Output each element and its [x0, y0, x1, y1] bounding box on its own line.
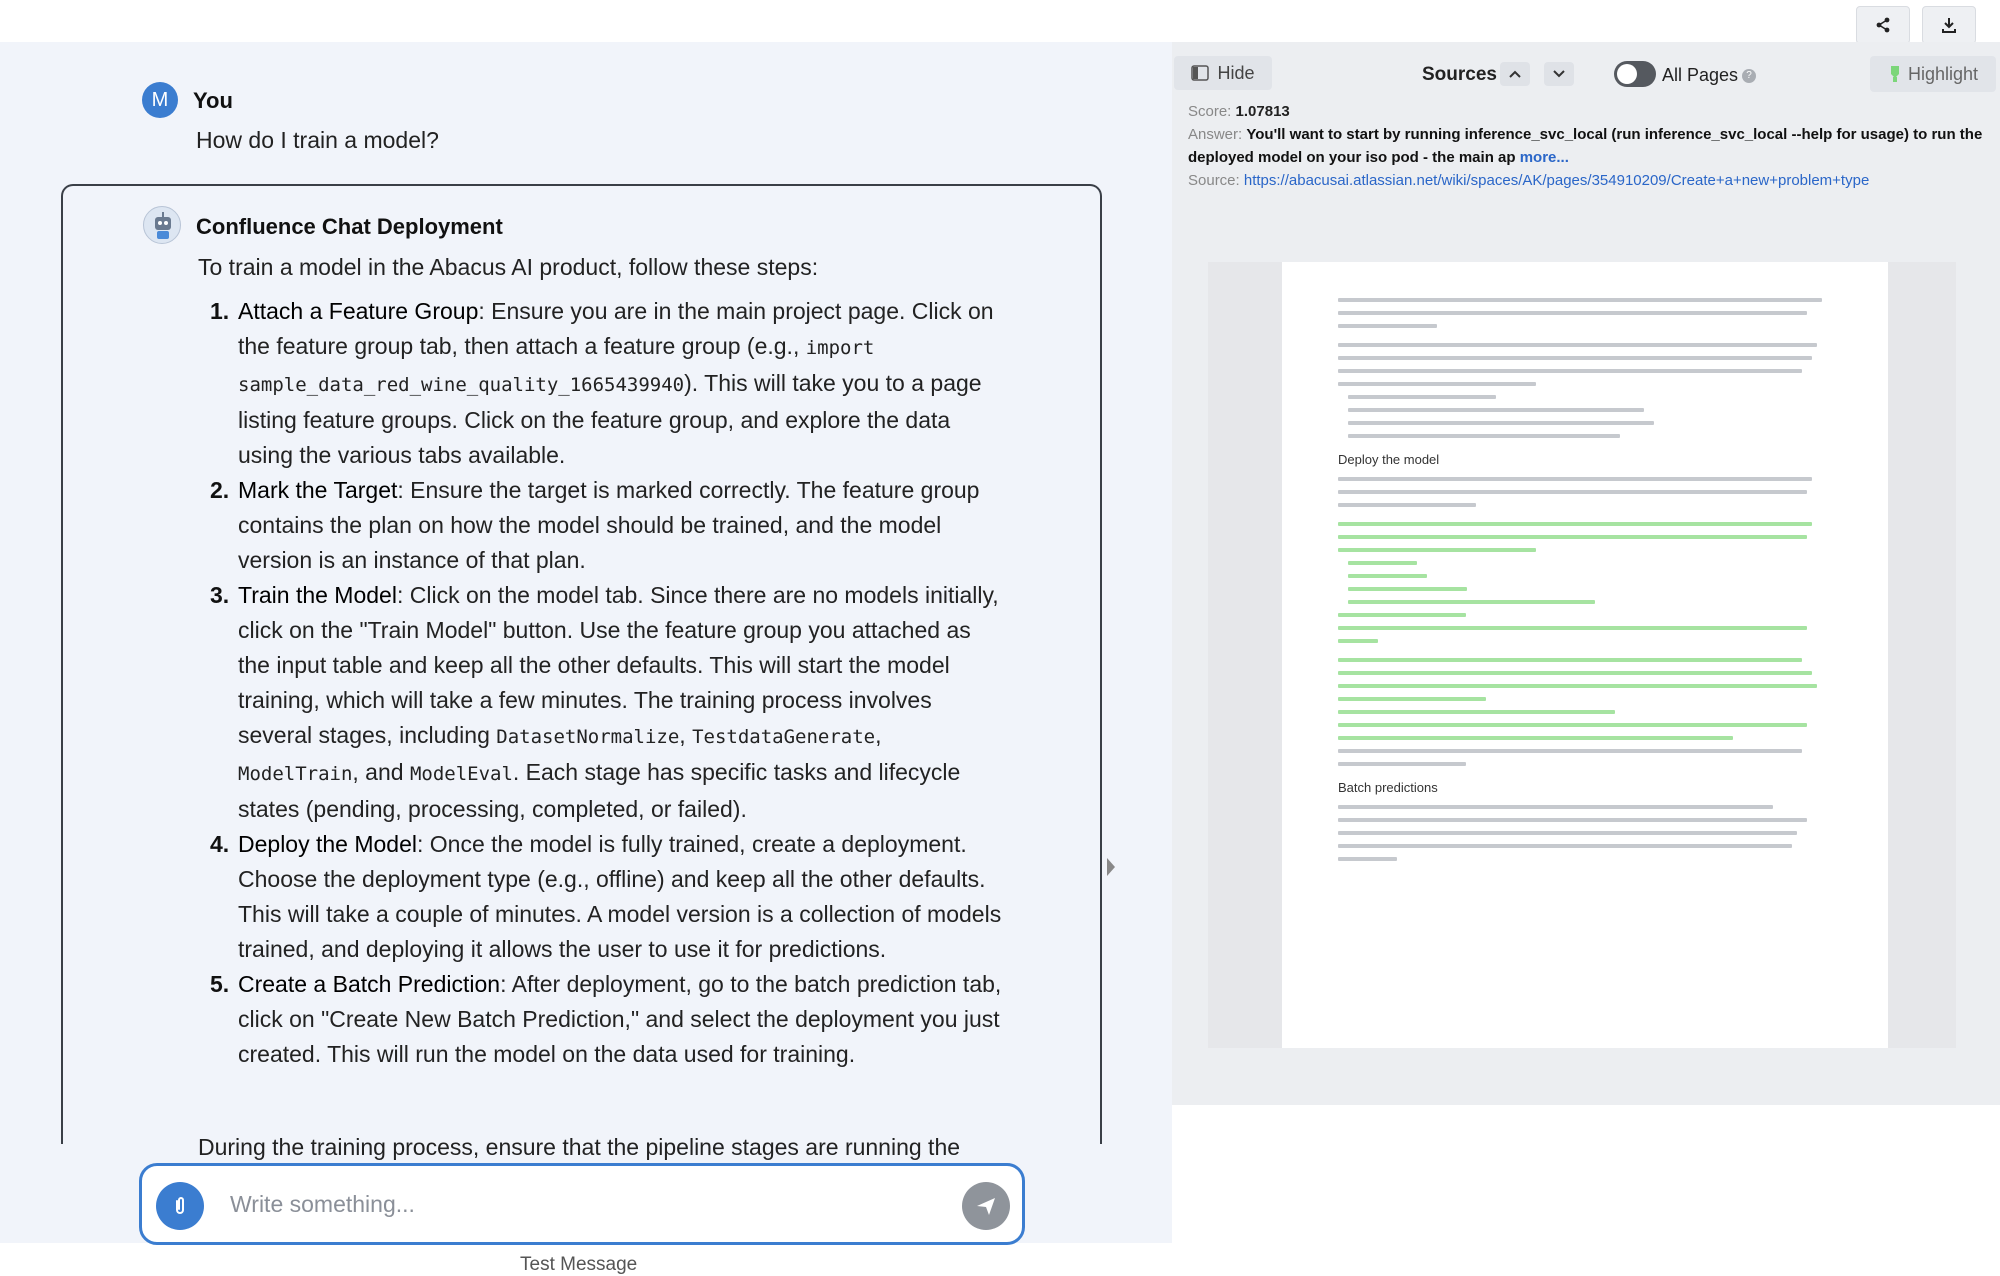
user-question: How do I train a model?	[196, 127, 439, 153]
all-pages-toggle[interactable]	[1614, 61, 1656, 87]
help-icon[interactable]: ?	[1742, 69, 1756, 83]
chat-panel	[0, 42, 1172, 1275]
step-number: 5.	[210, 971, 230, 997]
step-code: TestdataGenerate	[692, 726, 876, 748]
source-row	[1188, 169, 1988, 192]
doc-heading: Batch predictions	[1338, 780, 1438, 795]
attach-button[interactable]	[156, 1182, 204, 1230]
source-next-button[interactable]	[1544, 62, 1574, 86]
hide-button[interactable]	[1174, 56, 1272, 90]
step-sep: ,	[679, 722, 693, 748]
step-item	[210, 827, 1004, 967]
share-icon	[1875, 17, 1891, 33]
answer-text: You'll want to start by running inference_svc_local (run inference_svc_local --help for usage) to run the deployed model on your iso pod - the main ap	[1188, 126, 1983, 166]
step-text: : After deployment, go to the batch prediction tab, click on "Create New Batch Prediction," and select the deployment you just created. This will run the model on the data used for training.	[238, 971, 1002, 1067]
bot-avatar	[143, 206, 181, 244]
step-number: 2.	[210, 477, 230, 503]
chevron-up-icon	[1508, 69, 1522, 79]
step-text: : Ensure the target is marked correctly. The feature group contains the plan on how the model should be trained, and the model version is an instance of that plan.	[238, 477, 980, 573]
step-number: 3.	[210, 582, 230, 608]
steps-list	[210, 294, 1004, 1072]
download-button[interactable]	[1922, 6, 1976, 44]
more-link[interactable]: more...	[1519, 149, 1569, 166]
chevron-down-icon	[1552, 69, 1566, 79]
chevron-right-icon	[1104, 856, 1118, 878]
answer-intro: To train a model in the Abacus AI product, follow these steps:	[198, 254, 819, 280]
step-item	[210, 578, 1004, 827]
sources-label: Sources	[1422, 64, 1497, 85]
toggle-knob	[1617, 64, 1637, 84]
message-input[interactable]	[230, 1184, 880, 1224]
share-button[interactable]	[1856, 6, 1910, 44]
score-row	[1188, 100, 1988, 123]
step-item	[210, 473, 1004, 578]
step-code: ModelEval	[409, 763, 513, 785]
step-title: Train the Model	[238, 582, 397, 608]
step-code: DatasetNormalize	[496, 726, 680, 748]
step-item	[210, 294, 1004, 473]
step-sep: , and	[352, 759, 410, 785]
document-preview	[1208, 262, 1956, 1048]
document-page	[1282, 262, 1888, 1048]
sidebar-icon	[1191, 65, 1209, 81]
source-prev-button[interactable]	[1500, 62, 1530, 86]
step-title: Mark the Target	[238, 477, 398, 503]
doc-heading: Deploy the model	[1338, 452, 1440, 467]
step-item	[210, 967, 1004, 1072]
bot-answer-card	[61, 184, 1102, 1160]
step-title: Deploy the Model	[238, 831, 417, 857]
highlight-button[interactable]	[1870, 56, 1996, 92]
source-meta	[1188, 100, 1988, 192]
highlighter-icon	[1888, 65, 1902, 83]
step-text: . Each stage has specific tasks and lifecycle states (pending, processing, completed, or failed).	[238, 759, 961, 822]
step-sep: ,	[875, 722, 882, 748]
send-icon	[974, 1194, 998, 1218]
step-code: import sample_data_red_wine_quality_1665439940	[238, 337, 875, 396]
answer-row	[1188, 123, 1988, 169]
user-name: You	[193, 88, 233, 113]
hide-label: Hide	[1217, 62, 1255, 83]
source-label: Source:	[1188, 172, 1240, 189]
source-url-link[interactable]: https://abacusai.atlassian.net/wiki/spaces/AK/pages/354910209/Create+a+new+problem+type	[1243, 172, 1870, 189]
user-avatar: M	[142, 82, 178, 118]
answer-trailing-text: During the training process, ensure that the pipeline stages are running the	[198, 1134, 961, 1160]
panel-collapse-handle[interactable]	[1104, 856, 1118, 883]
step-number: 4.	[210, 831, 230, 857]
step-title: Attach a Feature Group	[238, 298, 479, 324]
message-composer	[139, 1163, 1025, 1245]
step-text: : Once the model is fully trained, create a deployment. Choose the deployment type (e.g., offline) and keep all the other defaults. This will take a couple of minutes. A model version is a collection of models trained, and deploying it allows the user to use it for predictions.	[238, 831, 1002, 962]
bot-name: Confluence Chat Deployment	[196, 214, 503, 239]
step-text: : Ensure you are in the main project page. Click on the feature group tab, then attach a feature group (e.g.,	[238, 298, 994, 359]
top-bar	[0, 0, 2000, 42]
all-pages-text: All Pages	[1662, 65, 1739, 85]
step-title: Create a Batch Prediction	[238, 971, 501, 997]
step-text: ). This will take you to a page listing feature groups. Click on the feature group, and explore the data using the various tabs available.	[238, 370, 982, 468]
sources-panel	[1172, 42, 2000, 1105]
score-value: 1.07813	[1235, 103, 1290, 120]
score-label: Score:	[1188, 103, 1232, 120]
send-button[interactable]	[962, 1182, 1010, 1230]
robot-icon	[144, 207, 182, 245]
all-pages-label	[1662, 65, 1756, 86]
step-code: ModelTrain	[238, 763, 353, 785]
step-text: : Click on the model tab. Since there are no models initially, click on the "Train Model" button. Use the feature group you attached as the input table and keep all the other defaults. This will start the model training, which will take a few minutes. The training process involves several stages, including	[238, 582, 999, 748]
paperclip-icon	[170, 1195, 190, 1217]
highlight-label: Highlight	[1907, 63, 1979, 84]
answer-label: Answer:	[1188, 126, 1243, 143]
download-icon	[1940, 16, 1958, 34]
step-number: 1.	[210, 298, 230, 324]
test-message-link[interactable]: Test Message	[520, 1254, 638, 1275]
